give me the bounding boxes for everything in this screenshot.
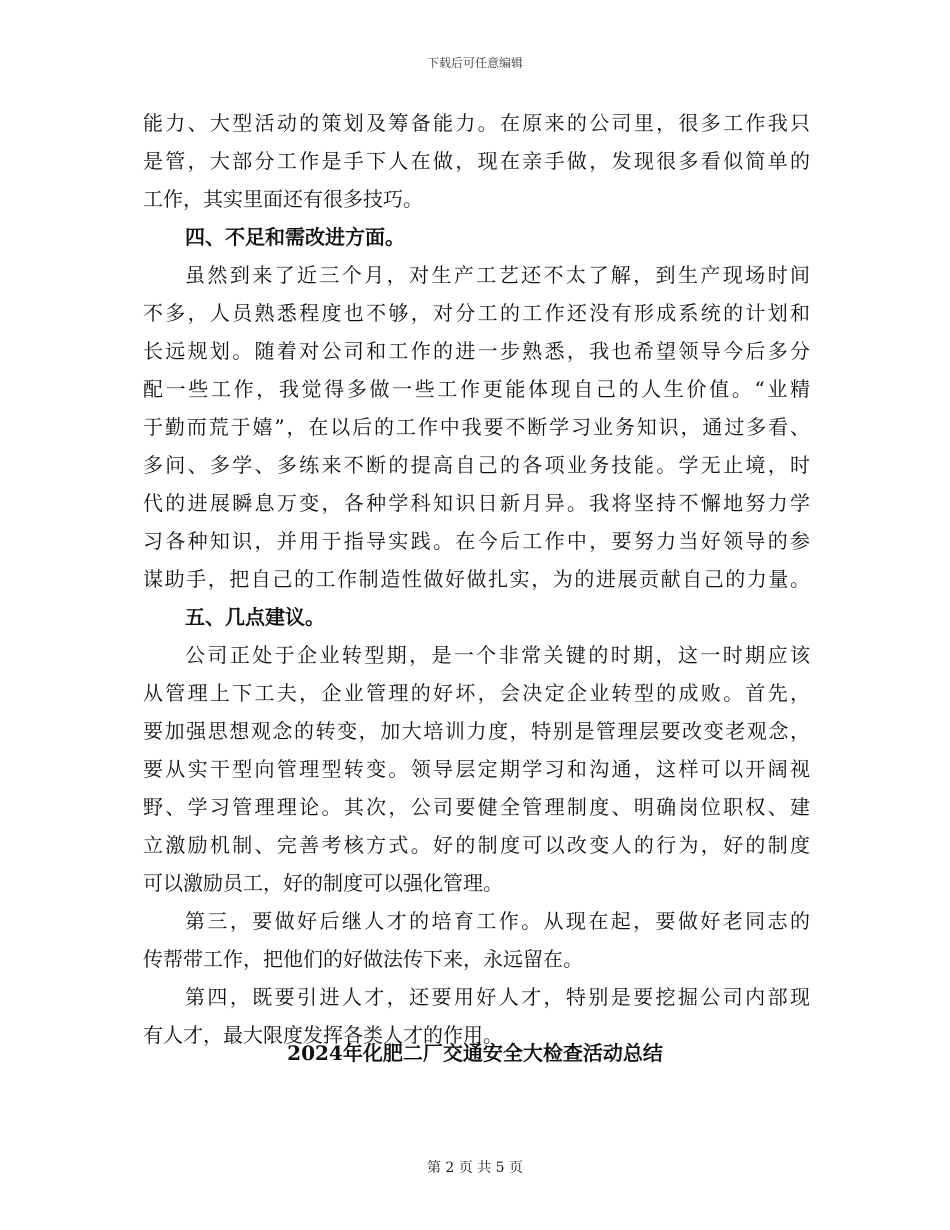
body-text-line: 第三，要做好后继人才的培育工作。从现在起，要做好老同志的: [185, 909, 810, 933]
body-text-line: 可以激励员工，好的制度可以强化管理。: [143, 871, 503, 895]
document-body: [143, 104, 810, 1054]
body-text-line: 第四，既要引进人才，还要用好人才，特别是要挖掘公司内部现: [185, 985, 810, 1009]
body-text-line: 虽然到来了近三个月，对生产工艺还不太了解，到生产现场时间: [185, 263, 810, 287]
section-heading: 四、不足和需改进方面。: [185, 225, 405, 249]
body-text-line: 代的进展瞬息万变，各种学科知识日新月异。我将坚持不懈地努力学: [143, 491, 810, 515]
body-text-line: 多问、多学、多练来不断的提高自己的各项业务技能。学无止境，时: [143, 453, 810, 477]
page-header: 下载后可任意编辑: [426, 56, 523, 70]
body-text-line: 长远规划。随着对公司和工作的进一步熟悉，我也希望领导今后多分: [143, 339, 810, 363]
body-text-line: 是管，大部分工作是手下人在做，现在亲手做，发现很多看似简单的: [143, 149, 810, 173]
body-text-line: 传帮带工作，把他们的好做法传下来，永远留在。: [143, 947, 583, 971]
body-text-line: 有人才，最大限度发挥各类人才的作用。: [143, 1023, 503, 1047]
body-text-line: 于勤而荒于嬉”，在以后的工作中我要不断学习业务知识，通过多看、: [143, 415, 810, 439]
body-text-line: 从管理上下工夫，企业管理的好坏，会决定企业转型的成败。首先，: [143, 681, 810, 705]
body-text-line: 要加强思想观念的转变，加大培训力度，特别是管理层要改变老观念，: [143, 719, 810, 743]
body-text-line: 配一些工作，我觉得多做一些工作更能体现自己的人生价值。“业精: [143, 377, 810, 401]
section-heading: 五、几点建议。: [185, 605, 325, 629]
body-text-line: 野、学习管理理论。其次，公司要健全管理制度、明确岗位职权、建: [143, 795, 810, 819]
body-text-line: 能力、大型活动的策划及筹备能力。在原来的公司里，很多工作我只: [143, 111, 810, 135]
body-text-line: 不多，人员熟悉程度也不够，对分工的工作还没有形成系统的计划和: [143, 301, 810, 325]
body-text-line: 立激励机制、完善考核方式。好的制度可以改变人的行为，好的制度: [143, 833, 810, 857]
body-text-line: 习各种知识，并用于指导实践。在今后工作中，要努力当好领导的参: [143, 529, 810, 553]
body-text-line: 谋助手，把自己的工作制造性做好做扎实，为的进展贡献自己的力量。: [143, 567, 810, 591]
body-text-line: 工作，其实里面还有很多技巧。: [143, 187, 423, 211]
body-text-line: 要从实干型向管理型转变。领导层定期学习和沟通，这样可以开阔视: [143, 757, 810, 781]
body-text-line: 公司正处于企业转型期，是一个非常关键的时期，这一时期应该: [185, 643, 810, 667]
document-title: 2024年化肥二厂交通安全大检查活动总结: [287, 1041, 663, 1065]
page-footer: 第 2 页 共 5 页: [426, 1160, 524, 1176]
